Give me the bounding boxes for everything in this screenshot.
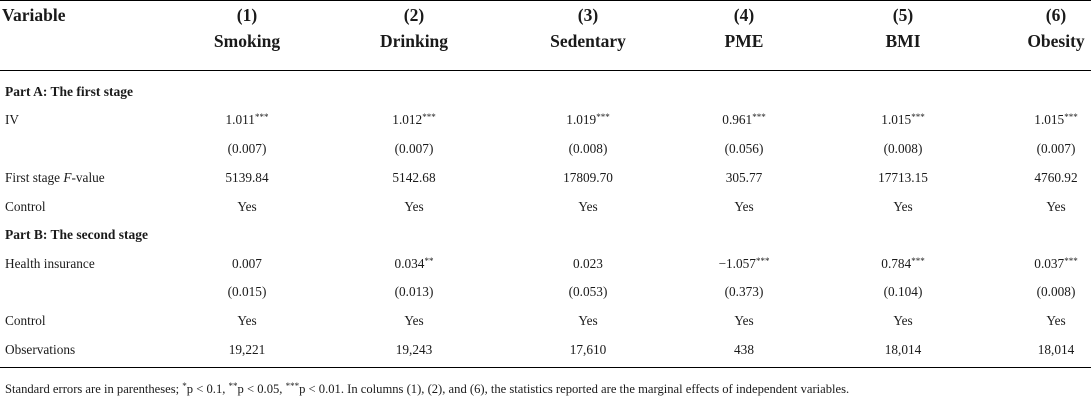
table-cell: Yes [1046,313,1066,328]
significance-stars: *** [422,112,436,122]
row-label: Control [5,199,46,214]
significance-stars: *** [752,112,766,122]
column-name: Sedentary [550,31,626,51]
significance-stars: *** [254,112,269,122]
significance-stars: *** [755,256,770,266]
table-cell: Yes [734,313,754,328]
table-cell: 438 [734,342,754,357]
column-name: Drinking [379,31,449,51]
table-cell: 18,014 [1037,342,1075,357]
row-label: First stage F-value [5,170,105,185]
table-cell: Yes [404,313,424,328]
table-cell: Yes [237,199,257,214]
table-cell: (0.008) [1036,284,1076,299]
table-cell: 17809.70 [563,170,613,185]
table-cell: (0.104) [883,284,923,299]
table-cell: (0.008) [568,141,608,156]
table-cell: (0.013) [394,284,434,299]
table-footnote: Standard errors are in parentheses; *p < 0.1, **p < 0.05, ***p < 0.01. In columns (1), (2), and (6), the statistics reported are the marginal effects of independent variables. [5,381,850,396]
significance-stars: ** [424,256,434,266]
table-cell: Yes [578,199,598,214]
top-rule [0,0,1091,1]
variable-header: Variable [2,5,66,25]
column-number: (3) [577,5,599,25]
column-name: PME [724,31,764,51]
table-cell: 17713.15 [878,170,928,185]
significance-stars: *** [911,112,925,122]
table-cell: 0.007 [232,256,262,271]
column-name: Smoking [213,31,281,51]
significance-stars: *** [596,112,610,122]
column-number: (2) [403,5,425,25]
table-cell: 5139.84 [225,170,269,185]
table-cell: 5142.68 [392,170,436,185]
table-cell: 19,243 [395,342,433,357]
row-label: Control [5,313,46,328]
significance-stars: *** [911,256,925,266]
table-cell: Yes [734,199,754,214]
table-cell: Yes [1046,199,1066,214]
table-cell: 0.023 [573,256,603,271]
table-cell: (0.007) [227,141,267,156]
bottom-rule [0,367,1091,368]
table-cell: 0.034** [394,256,434,271]
table-cell: (0.007) [394,141,434,156]
significance-stars: *** [1064,256,1078,266]
table-cell: Yes [893,199,913,214]
row-label: Health insurance [5,256,95,271]
column-number: (1) [236,5,258,25]
table-cell: Yes [404,199,424,214]
table-cell: 1.015*** [881,112,925,127]
row-label: IV [5,112,20,127]
significance-stars: *** [1064,112,1078,122]
column-number: (5) [892,5,914,25]
table-cell: (0.053) [568,284,608,299]
part-b-title: Part B: The second stage [5,227,148,242]
table-cell: 19,221 [228,342,266,357]
table-cell: 0.961*** [722,112,766,127]
table-cell: (0.056) [724,141,764,156]
table-cell: 4760.92 [1034,170,1078,185]
table-cell: −1.057*** [718,256,770,271]
part-a-title: Part A: The first stage [5,84,133,99]
column-number: (6) [1045,5,1067,25]
table-cell: (0.015) [227,284,267,299]
table-cell: Yes [893,313,913,328]
column-name: BMI [885,31,921,51]
table-cell: 17,610 [569,342,607,357]
table-cell: 0.037*** [1034,256,1078,271]
table-cell: 18,014 [884,342,922,357]
row-label: Observations [5,342,76,357]
table-cell: 1.012*** [392,112,436,127]
column-name: Obesity [1027,31,1085,51]
table-cell: 1.011*** [225,112,269,127]
column-number: (4) [733,5,755,25]
table-cell: 1.015*** [1034,112,1078,127]
table-cell: (0.008) [883,141,923,156]
table-cell: Yes [578,313,598,328]
table-cell: Yes [237,313,257,328]
header-rule [0,70,1091,71]
table-cell: 1.019*** [566,112,610,127]
table-cell: (0.007) [1036,141,1076,156]
table-cell: 305.77 [725,170,763,185]
table-cell: (0.373) [724,284,764,299]
table-cell: 0.784*** [881,256,925,271]
